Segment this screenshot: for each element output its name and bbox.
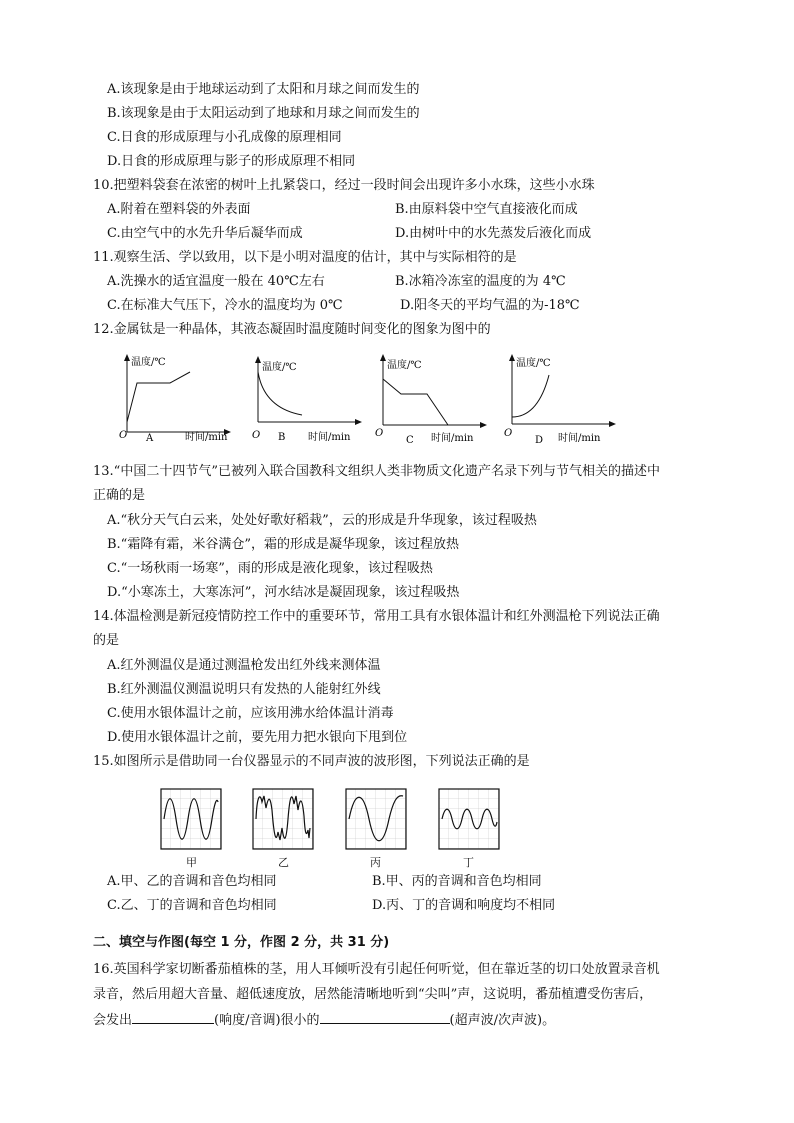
q12-c-ylabel: 温度/℃: [387, 360, 422, 371]
q12-stem: 12.金属钛是一种晶体，其液态凝固时温度随时间变化的图象为图中的: [93, 322, 491, 337]
q12-b-ylabel: 温度/℃: [262, 362, 297, 373]
q10-stem: 10.把塑料袋套在浓密的树叶上扎紧袋口，经过一段时间会出现许多小水珠，这些小水珠: [93, 178, 595, 193]
q14-option-a: A.红外测温仪是通过测温枪发出红外线来测体温: [107, 658, 381, 673]
q10-option-b: B.由原料袋中空气直接液化而成: [395, 202, 578, 217]
q16-line3-part2: (响度/音调)很小的: [214, 1013, 320, 1028]
q15-option-b: B.甲、丙的音调和音色均相同: [372, 874, 542, 889]
q9-option-b: B.该现象是由于太阳运动到了地球和月球之间而发生的: [107, 106, 420, 121]
q9-option-a: A.该现象是由于地球运动到了太阳和月球之间而发生的: [107, 82, 420, 97]
q14-stem-line1: 14.体温检测是新冠疫情防控工作中的重要环节，常用工具有水银体温计和红外测温枪下列说法正确: [93, 609, 660, 624]
q9-option-d: D.日食的形成原理与影子的形成原理不相同: [107, 154, 356, 169]
q16-line1: 16.英国科学家切断番茄植株的茎，用人耳倾听没有引起任何听觉，但在靠近茎的切口处放置录音机: [93, 962, 660, 977]
q15-label-jia: 甲: [186, 856, 197, 869]
q10-option-d: D.由树叶中的水先蒸发后液化而成: [395, 226, 592, 241]
q12-a-origin: O: [119, 430, 128, 441]
q16-line3-part3: (超声波/次声波)。: [449, 1013, 556, 1028]
q12-b-origin: O: [252, 430, 261, 441]
q12-graph-c: [373, 350, 503, 450]
q12-graph-d: [500, 350, 630, 450]
q15-option-c: C.乙、丁的音调和音色均相同: [107, 898, 277, 913]
q12-d-ylabel: 温度/℃: [516, 358, 551, 369]
q11-option-d: D.阳冬天的平均气温的为-18℃: [400, 298, 580, 313]
q13-option-d: D.“小寒冻土，大寒冻河”，河水结冰是凝固现象，该过程吸热: [107, 585, 460, 600]
q9-option-c: C.日食的形成原理与小孔成像的原理相同: [107, 130, 342, 145]
q12-d-label: D: [535, 435, 544, 446]
q13-stem-line2: 正确的是: [93, 488, 146, 503]
q12-a-label: A: [146, 433, 154, 444]
q14-option-c: C.使用水银体温计之前，应该用沸水给体温计消毒: [107, 706, 394, 721]
q15-stem: 15.如图所示是借助同一台仪器显示的不同声波的波形图，下列说法正确的是: [93, 754, 530, 769]
q16-blank-2[interactable]: [320, 1011, 450, 1024]
q10-option-c: C.由空气中的水先升华后凝华而成: [107, 226, 303, 241]
q13-option-a: A.“秋分天气白云来，处处好歌好稻栽”，云的形成是升华现象，该过程吸热: [107, 513, 537, 528]
q12-a-xlabel: 时间/min: [185, 432, 228, 443]
q12-d-xlabel: 时间/min: [558, 433, 601, 444]
q15-waveform-yi: [252, 788, 314, 850]
q11-option-c: C.在标准大气压下，冷水的温度均为 0℃: [107, 298, 343, 313]
q10-option-a: A.附着在塑料袋的外表面: [107, 202, 251, 217]
q15-label-bing: 丙: [370, 856, 381, 869]
q14-stem-line2: 的是: [93, 633, 120, 648]
q12-b-label: B: [278, 432, 286, 443]
q15-option-d: D.丙、丁的音调和响度均不相同: [372, 898, 556, 913]
q12-b-xlabel: 时间/min: [308, 432, 351, 443]
q16-line2: 录音，然后用超大音量、超低速度放，居然能清晰地听到“尖叫”声，这说明，番茄植遭受伤害后，: [93, 987, 653, 1002]
q12-a-ylabel: 温度/℃: [131, 357, 166, 368]
q13-option-c: C.“一场秋雨一场寒”，雨的形成是液化现象，该过程吸热: [107, 561, 433, 576]
q12-c-xlabel: 时间/min: [431, 433, 474, 444]
q15-waveform-ding: [438, 788, 500, 850]
q13-option-b: B.“霜降有霜，米谷满仓”，霜的形成是凝华现象，该过程放热: [107, 537, 459, 552]
q11-stem: 11.观察生活、学以致用，以下是小明对温度的估计，其中与实际相符的是: [93, 250, 517, 265]
q11-option-a: A.洗操水的适宜温度一般在 40℃左右: [107, 274, 325, 289]
q16-line3-part1: 会发出: [93, 1013, 133, 1028]
q15-label-yi: 乙: [278, 856, 289, 869]
q15-option-a: A.甲、乙的音调和音色均相同: [107, 874, 277, 889]
q12-c-origin: O: [375, 428, 384, 439]
q16-blank-1[interactable]: [132, 1011, 214, 1024]
q14-option-b: B.红外测温仪测温说明只有发热的人能射红外线: [107, 682, 381, 697]
q14-option-d: D.使用水银体温计之前，要先用力把水银向下甩到位: [107, 730, 408, 745]
q16-line3: [93, 1011, 555, 1029]
q15-waveform-jia: [160, 788, 222, 850]
q15-label-ding: 丁: [463, 856, 474, 869]
section-2-heading: 二、填空与作图(每空 1 分，作图 2 分，共 31 分): [93, 935, 390, 950]
q12-graph-a: [115, 350, 245, 450]
q12-d-origin: O: [504, 428, 513, 439]
q12-c-label: C: [406, 435, 414, 446]
q13-stem-line1: 13.“中国二十四节气”已被列入联合国教科文组织人类非物质文化遗产名录下列与节气相关的描述中: [93, 464, 660, 479]
q12-graph-b: [250, 352, 380, 452]
q11-option-b: B.冰箱冷冻室的温度的为 4℃: [395, 274, 566, 289]
q15-waveform-bing: [345, 788, 407, 850]
